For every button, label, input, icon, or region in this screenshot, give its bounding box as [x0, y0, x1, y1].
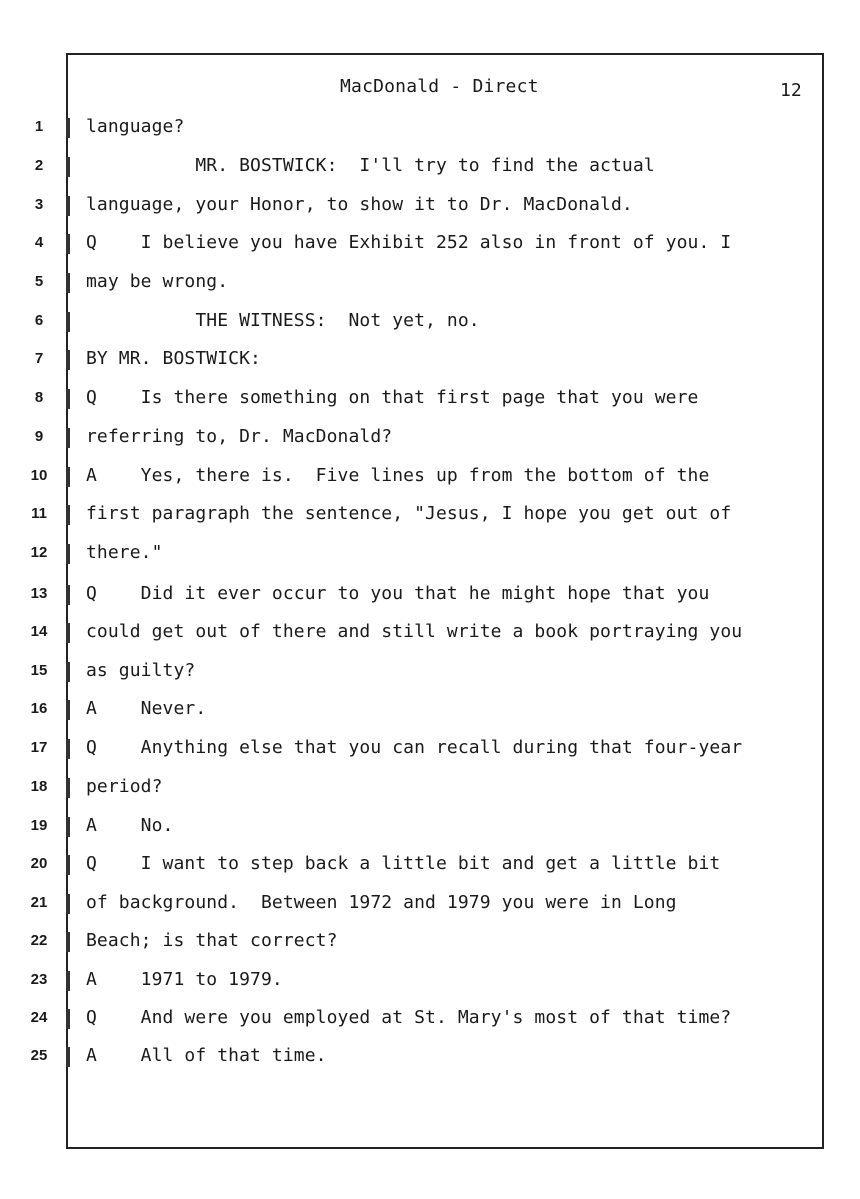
transcript-line: referring to, Dr. MacDonald? [86, 426, 393, 447]
margin-tick [66, 467, 70, 487]
line-number: 1 [34, 118, 44, 135]
transcript-line: A Never. [86, 698, 207, 719]
line-number: 7 [34, 350, 44, 367]
line-number: 4 [34, 234, 44, 251]
transcript-line: Q Did it ever occur to you that he might hope that you [86, 583, 710, 604]
line-number: 14 [30, 623, 48, 640]
line-number: 13 [30, 585, 48, 602]
line-number: 5 [34, 273, 44, 290]
line-number: 19 [30, 817, 48, 834]
margin-tick [66, 273, 70, 293]
transcript-line: Q And were you employed at St. Mary's most of that time? [86, 1007, 732, 1028]
transcript-line: language? [86, 116, 185, 137]
margin-tick [66, 428, 70, 448]
margin-tick [66, 778, 70, 798]
margin-tick [66, 1009, 70, 1029]
line-number: 2 [34, 157, 44, 174]
transcript-line: A 1971 to 1979. [86, 969, 283, 990]
line-number: 20 [30, 855, 48, 872]
transcript-line: there." [86, 542, 163, 563]
line-number: 3 [34, 196, 44, 213]
line-number: 21 [30, 894, 48, 911]
margin-tick [66, 312, 70, 332]
margin-tick [66, 389, 70, 409]
margin-tick [66, 1047, 70, 1067]
line-number: 8 [34, 389, 44, 406]
transcript-line: BY MR. BOSTWICK: [86, 348, 261, 369]
transcript-line: Q I want to step back a little bit and get a little bit [86, 853, 721, 874]
margin-tick [66, 739, 70, 759]
transcript-line: as guilty? [86, 660, 196, 681]
margin-tick [66, 894, 70, 914]
transcript-line: Q I believe you have Exhibit 252 also in front of you. I [86, 232, 732, 253]
line-number: 17 [30, 739, 48, 756]
line-number: 23 [30, 971, 48, 988]
margin-tick [66, 623, 70, 643]
margin-tick [66, 700, 70, 720]
transcript-line: A No. [86, 815, 174, 836]
line-number: 6 [34, 312, 44, 329]
margin-tick [66, 971, 70, 991]
margin-tick [66, 585, 70, 605]
line-number: 16 [30, 700, 48, 717]
margin-tick [66, 855, 70, 875]
margin-tick [66, 932, 70, 952]
line-number: 10 [30, 467, 48, 484]
transcript-line: MR. BOSTWICK: I'll try to find the actual [86, 155, 655, 176]
margin-tick [66, 118, 70, 138]
margin-tick [66, 544, 70, 564]
line-number: 11 [31, 505, 47, 522]
margin-tick [66, 157, 70, 177]
margin-tick [66, 662, 70, 682]
transcript-line: Q Anything else that you can recall during that four-year [86, 737, 743, 758]
transcript-line: Q Is there something on that first page that you were [86, 387, 699, 408]
transcript-line: period? [86, 776, 163, 797]
transcript-line: of background. Between 1972 and 1979 you were in Long [86, 892, 677, 913]
line-number: 18 [30, 778, 48, 795]
transcript-line: may be wrong. [86, 271, 229, 292]
page-header-title: MacDonald - Direct [340, 76, 539, 97]
margin-tick [66, 350, 70, 370]
line-number: 15 [30, 662, 48, 679]
line-number: 22 [30, 932, 48, 949]
margin-tick [66, 817, 70, 837]
transcript-line: THE WITNESS: Not yet, no. [86, 310, 480, 331]
line-number: 25 [30, 1047, 48, 1064]
transcript-line: A Yes, there is. Five lines up from the bottom of the [86, 465, 710, 486]
line-number: 9 [34, 428, 44, 445]
margin-tick [66, 505, 70, 525]
margin-tick [66, 196, 70, 216]
transcript-line: A All of that time. [86, 1045, 327, 1066]
line-number: 24 [30, 1009, 48, 1026]
line-number: 12 [30, 544, 48, 561]
page-number: 12 [780, 80, 802, 101]
transcript-line: could get out of there and still write a book portraying you [86, 621, 743, 642]
transcript-line: Beach; is that correct? [86, 930, 338, 951]
transcript-line: first paragraph the sentence, "Jesus, I hope you get out of [86, 503, 732, 524]
margin-tick [66, 234, 70, 254]
transcript-line: language, your Honor, to show it to Dr. MacDonald. [86, 194, 633, 215]
